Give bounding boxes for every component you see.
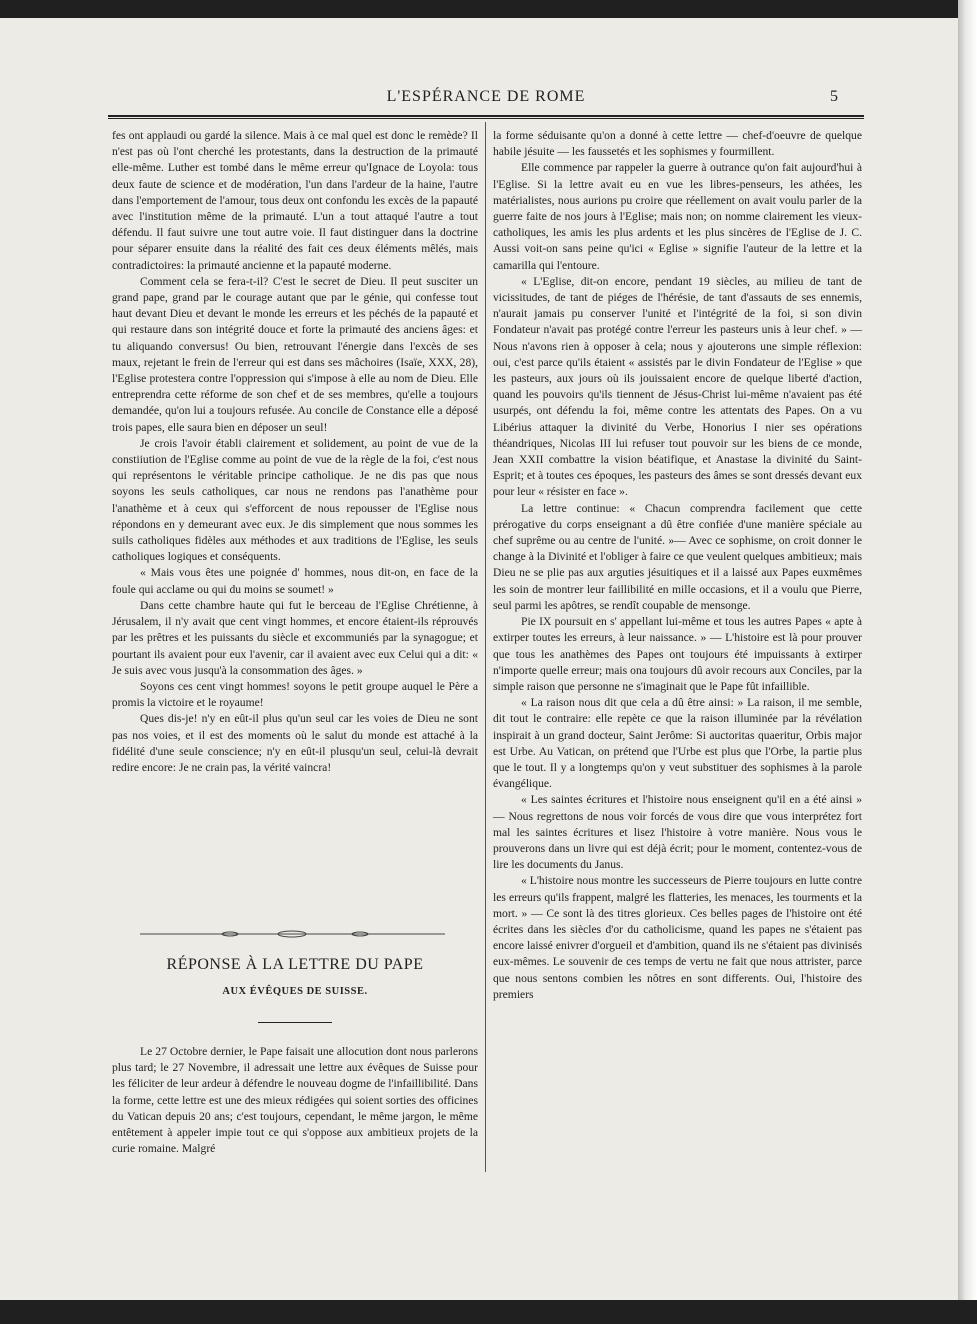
paragraph: Soyons ces cent vingt hommes! soyons le petit groupe auquel le Père a promis la victoire et le royaume! <box>112 679 478 710</box>
paragraph: La lettre continue: « Chacun comprendra facilement que cette prérogative du corps enseignant a dû être confiée d'une manière spéciale au chef suprême ou au centre de l'unité. »— Avec ce sophisme, on croit donner le change à la Divinité et l'obliger à faire ce que veulent quelques ambitieux; mais Dieu ne se plie pas aux arguties jésuitiques et il a laissé aux Papes euxmêmes les soin de montrer leur faillibilité en mille occasions, et il a voulu que Pierre, seul parmi les apôtres, se rendît coupable de mensonge. <box>493 501 862 612</box>
left-column <box>112 128 478 776</box>
paragraph: « L'histoire nous montre les successeurs de Pierre toujours en lutte contre les erreurs qu'ils frappent, malgré les flatteries, les menaces, les tourments et la mort. » — Ce sont là des titres glorieux. Ces belles pages de l'histoire ont été écrites dans les siècles d'or du catholicisme, quand les papes ne s'étaient pas encore laissé enivrer d'orgueil et d'ambition, quand ils ne s'étaient pas divinisés eux-mêmes. Le souvenir de ces temps de vertu ne fait que nous attrister, parce que nous sentons combien les nôtres en sont differents. Oui, l'histoire des premiers <box>493 874 862 1001</box>
section-title: RÉPONSE À LA LETTRE DU PAPE <box>166 956 424 973</box>
title-rule <box>258 1022 332 1023</box>
paragraph: « La raison nous dit que cela a dû être ainsi: » La raison, il me semble, dit tout le contraire: elle repète ce que la raison illuminée par la révélation inspirait à un grand docteur, Saint Jerôme: Si auctoritas quaeritur, Orbis major est Urbe. Au Vatican, on prétend que l'Urbe est plus que l'Orbe, la partie plus que le tout. Il y a longtemps qu'on y veut substituer des sophismes à la parole évangélique. <box>493 696 862 791</box>
page-number: 5 <box>830 88 838 105</box>
paragraph: Le 27 Octobre dernier, le Pape faisait une allocution dont nous parlerons plus tard; le 27 Novembre, il adressait une lettre aux évêques de Suisse pour les féliciter de leur ardeur à défendre le nouveau dogme de l'infaillibilité. Dans la forme, cette lettre est une des mieux rédigées qui soient sorties des officines du Vatican depuis 20 ans; c'est toujours, cependant, le même jargon, le même entêtement à appeler impie tout ce qui s'oppose aux ambitieux projets de la curie romaine. Malgré <box>112 1045 478 1156</box>
paragraph: Ques dis-je! n'y en eût-il plus qu'un seul car les voies de Dieu ne sont pas nos voies, et il est des moments où le salut du monde est attaché à la fidélité d'une seule conscience; n'y en eût-il plusqu'un seul, celui-là devrait redire encore: Je ne crain pas, la vérité vaincra! <box>112 712 478 774</box>
ornamental-divider <box>140 930 445 938</box>
paragraph: Dans cette chambre haute qui fut le berceau de l'Eglise Chrétienne, à Jérusalem, il n'y avait que cent vingt hommes, et encore étaient-ils réprouvés par les prêtres et les puissants du siècle et excommuniés par la synagogue; et pourtant ils avaient pour eux l'avenir, car il avaient avec eux Celui qui a dit: « Je suis avec vous jusqu'à la consommation des âges. » <box>112 598 478 677</box>
paragraph: « Les saintes écritures et l'histoire nous enseignent qu'il en a été ainsi » — Nous regrettons de nous voir forcés de vous dire que vous interprétez fort mal les saintes écritures et lisez l'histoire à votre manière. Nous vous le prouverons dans un livre qui est déjà écrit; pour le moment, contentez-vous de lire les documents du Janus. <box>493 793 862 872</box>
header-rule <box>108 115 864 119</box>
paragraph: Comment cela se fera-t-il? C'est le secret de Dieu. Il peut susciter un grand pape, grand par le courage autant que par le génie, qui confesse tout haut devant Dieu et devant le monde les erreurs et les péchés de la papauté et qui restaure dans son intégrité douce et forte la primauté des anciens âges: et tu aliquando conversus! Ou bien, retrouvant l'énergie dans l'excès de ses maux, rejetant le frein de l'erreur qui est dans ses mâchoires (Isaïe, XXX, 28), l'Eglise protestera contre l'oppression qui s'impose à elle au nom de Dieu. Elle entreprendra cette réforme de son chef et de ses membres, qu'elle a toujours demandée, qu'on lui a toujours refusée. Au concile de Constance elle a déposé trois papes, elle saura bien en déposer un seul! <box>112 274 478 434</box>
page-header <box>108 88 864 114</box>
paragraph: Pie IX poursuit en s' appellant lui-même et tous les autres Papes « apte à extirper toutes les erreurs, à leur naissance. » — L'histoire est là pour prouver que tous les anathèmes des Papes ont toujours été impuissants à extirper n'importe quelle erreur; mais ona toujours dû avoir recours aux Conciles, par la simple raison que personne ne s'imaginait que le Pape fût infaillible. <box>493 615 862 693</box>
section-subtitle: AUX ÉVÊQUES DE SUISSE. <box>222 986 368 997</box>
scan-bottom-border <box>0 1300 977 1324</box>
paragraph: « Mais vous êtes une poignée d' hommes, nous dit-on, en face de la foule qui acclame ou qui du moins se soumet! » <box>112 566 478 596</box>
paragraph: la forme séduisante qu'on a donné à cette lettre — chef-d'oeuvre de quelque habile jésuite — les faussetés et les sophismes y fourmillent. <box>493 129 862 159</box>
scan-right-edge <box>958 0 977 1324</box>
scan-top-border <box>0 0 977 18</box>
paragraph: Elle commence par rappeler la guerre à outrance qu'on fait aujourd'hui à l'Eglise. Si la lettre avait eu en vue les libres-penseurs, les athées, les matérialistes, nous aurions pu croire que réellement on avait voulu parler de la guerre faite de nos jours à l'Eglise; mais non; on nomme clairement les vieux-catholiques, les amis les plus ardents et les plus sincères de l'Eglise de J. C. Aussi voit-on sans peine qu'ici « Eglise » signifie l'auteur de la lettre et la camarilla qui l'entoure. <box>493 161 862 272</box>
left-column-article <box>112 1044 478 1157</box>
paragraph: Je crois l'avoir établi clairement et solidement, au point de vue de la constiiution de l'Eglise comme au point de vue de la règle de la foi, c'est nous qui représentons le véritable principe catholique. Je ne dis pas que nous soyons les seuls catholiques, car nous ne rendons pas l'anathème pour l'anathème et à ceux qui s'efforcent de nous repousser de l'Eglise nous répondons en y demeurant avec eux. Je dis simplement que nous sommes les suils catholiques fidèles aux méthodes et aux traditions de l'Eglise, les seuls catholiques logiques et conséquents. <box>112 436 478 564</box>
column-divider <box>485 122 486 1172</box>
paragraph: « L'Eglise, dit-on encore, pendant 19 siècles, au milieu de tant de vicissitudes, de tant de piéges de l'hérésie, de tant d'assauts de ses ennemis, n'aurait jamais pu conserver l'unité et l'intégrité de la foi, si son divin Fondateur n'avait pas protégé contre l'erreur les pasteurs unis à leur chef. » — Nous n'avons rien à opposer à cela; nous y ajouterons une simple réflexion: oui, c'est parce qu'ils étaient « assistés par le divin Fondateur de l'Eglise » que les pasteurs, aux jours où ils jouissaient encore de quelque liberté d'action, quand les pouvoirs qu'ils tiennent de Jésus-Christ lui-même n'avaient pas été usurpés, ont défendu la foi, même contre les attentats des Papes. On a vu Libérius attaquer la divinité du Verbe, Honorius I nier ses opérations théandriques, Nicolas III lui refuser tout pouvoir sur les biens de ce monde, Jean XXII combattre la vision béatifique, et Anastase la divinité du Saint-Esprit; et à toutes ces époques, les pasteurs des âmes se sont dressés devant eux pour leur « résister en face ». <box>493 274 862 499</box>
right-column <box>493 128 862 1003</box>
running-title: L'ESPÉRANCE DE ROME <box>386 88 586 105</box>
paragraph: fes ont applaudi ou gardé la silence. Mais à ce mal quel est donc le remède? Il n'est pas où l'ont cherché les protestants, dans la destruction de la primauté elle-même. Luther est tombé dans le même erreur qu'Ignace de Loyola: tous deux faute de science et de modération, l'un dans l'ardeur de la haine, l'autre dans l'emportement de l'amour, tous deux ont confondu les excès de la papauté avec l'institution même de la primauté. L'un a tout attaqué l'autre a tout défendu. Il faut suivre une tout autre voie. Il faut distinguer dans la doctrine pour séparer ensuite dans la réalité des fait ces deux éléments mêlés, mais contradictoires: la primauté ancienne et la papauté moderne. <box>112 129 478 272</box>
